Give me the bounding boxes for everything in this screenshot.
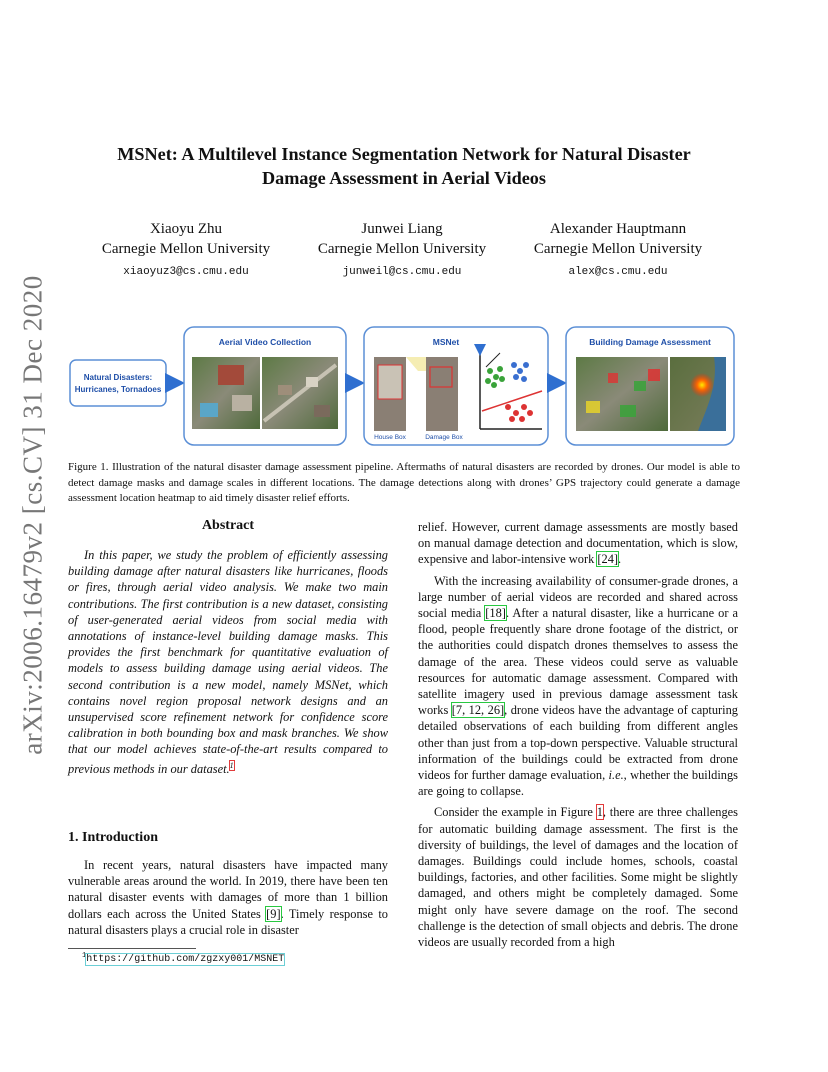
- right-column: [418, 519, 738, 950]
- panel2-title: MSNet: [432, 337, 460, 347]
- pipeline-figure: [68, 325, 740, 450]
- body-text: Consider the example in Figure: [434, 805, 597, 820]
- abstract-heading: Abstract: [201, 518, 255, 533]
- body-text: , drone videos have the advantage of capturing detailed observations of each building from different angles other than just from a top-down perspective. Valuable structural information of the buildings could be extracted from drone videos for further damage evaluation,: [418, 703, 738, 783]
- author-affiliation: Carnegie Mellon University: [317, 241, 487, 257]
- paper-title: [70, 142, 738, 190]
- disasters-label-1: Natural Disasters:: [83, 373, 153, 382]
- panel3-title: Building Damage Assessment: [589, 337, 711, 347]
- citation-link[interactable]: [18]: [485, 606, 506, 621]
- body-text: , whether the buildings are going to collapse.: [418, 768, 739, 799]
- author-3: [508, 219, 728, 282]
- footnote-divider: [68, 948, 196, 949]
- body-text: . After a natural disaster, like a hurricane or a flood, people frequently share drone footage of the district, or the authorities could dispatch drones themselves to assess the damage of the area. These videos could serve as valuable resources for automatic damage assessment. Compared with satellite imagery used in previous damage assessment task works: [418, 606, 738, 718]
- author-name: Junwei Liang: [361, 221, 443, 237]
- body-text: , there are three challenges for automatic building damage assessment. The first is the diversity of buildings, the level of damages and the location of damages. Buildings could include homes, schools, coastal buildings, factories, and other facilities. Some might be slightly damaged, and others might be completely damaged. Some might only have severe damage on the roof. The second challenge is the detection of small objects and debris. The drone videos are usually recorded from a high: [418, 805, 739, 950]
- intro-text: . Timely response to natural disasters plays a crucial role in disaster: [68, 906, 388, 937]
- author-name: Alexander Hauptmann: [549, 221, 687, 237]
- citation-link[interactable]: [9]: [266, 906, 281, 921]
- figure-ref-link[interactable]: 1: [596, 805, 603, 820]
- detection-image: [576, 357, 668, 431]
- abstract-body: [68, 547, 388, 777]
- arxiv-stamp-text: arXiv:2006.16479v2 [cs.CV] 31 Dec 2020: [17, 275, 48, 755]
- body-text-italic: i.e.: [608, 768, 624, 783]
- abstract-text: In this paper, we study the problem of efficiently assessing building damage after natural disasters like hurricanes, floods or fires, through aerial video analysis. We make two main contributions. The first contribution is a new dataset, consisting of user-generated aerial videos from social media with annotations of instance-level building damage masks. This provides the first benchmark for quantitative evaluation of models to assess building damage using aerial videos. The second contribution is a new model, namely MSNet, which contains novel region proposal network designs and an unsupervised score refinement network for confidence score calibration in both bounding box and mask branches. We show that our model achieves state-of-the-art results compared to previous methods in our dataset.: [68, 548, 388, 776]
- title-line-2: Damage Assessment in Aerial Videos: [262, 168, 546, 188]
- footnote: [82, 952, 284, 965]
- title-line-1: MSNet: A Multilevel Instance Segmentation Network for Natural Disaster: [117, 144, 691, 164]
- body-text: .: [618, 552, 622, 567]
- author-affiliation: Carnegie Mellon University: [533, 241, 703, 257]
- author-2: [292, 219, 512, 282]
- intro-body: [68, 857, 388, 938]
- intro-text: In recent years, natural disasters have impacted many vulnerable areas around the world. In 2019, there have been ten natural disaster events with damages of more than 1 billion dollars each across the United States: [68, 858, 388, 921]
- damage-image: [426, 357, 458, 431]
- footnote-url-link[interactable]: https://github.com/zgzxy001/MSNET: [86, 954, 285, 966]
- body-text: With the increasing availability of consumer-grade drones, a large number of aerial videos are recorded and shared across social media: [418, 573, 738, 621]
- disasters-box: [70, 360, 166, 406]
- arxiv-stamp: [8, 275, 58, 755]
- author-email[interactable]: xiaoyuz3@cs.cmu.edu: [123, 266, 249, 278]
- citation-link[interactable]: [7, 12, 26]: [451, 703, 505, 718]
- author-email[interactable]: alex@cs.cmu.edu: [568, 266, 668, 278]
- body-text: relief. However, current damage assessments are mostly based on manual damage detection and documentation, which is slow, expensive and labor-intensive work: [418, 520, 738, 567]
- footnote-mark: 1: [82, 952, 87, 960]
- label-damage-box: Damage Box: [425, 434, 463, 441]
- author-email[interactable]: junweil@cs.cmu.edu: [342, 266, 462, 278]
- abstract-footnote-link[interactable]: 1: [229, 760, 234, 770]
- panel-msnet: [364, 327, 548, 445]
- author-affiliation: Carnegie Mellon University: [101, 241, 271, 257]
- label-house-box: House Box: [374, 434, 406, 441]
- intro-heading: 1. Introduction: [68, 830, 158, 845]
- panel-damage-assessment: [566, 327, 734, 445]
- citation-link[interactable]: [24]: [597, 552, 619, 567]
- panel-aerial-video: [184, 327, 346, 445]
- author-name: Xiaoyu Zhu: [149, 221, 223, 237]
- panel1-title: Aerial Video Collection: [218, 337, 312, 347]
- disasters-label-2: Hurricanes, Tornadoes: [74, 385, 162, 394]
- figure-caption: Figure 1. Illustration of the natural disaster damage assessment pipeline. Aftermaths of natural disasters are recorded by drones. Our model is able to detect damage masks and damage scales in different locations. The damage detections along with drones’ GPS trajectory could generate a damage assessment location heatmap to aid timely disaster relief efforts.: [68, 461, 740, 504]
- author-1: [76, 219, 296, 282]
